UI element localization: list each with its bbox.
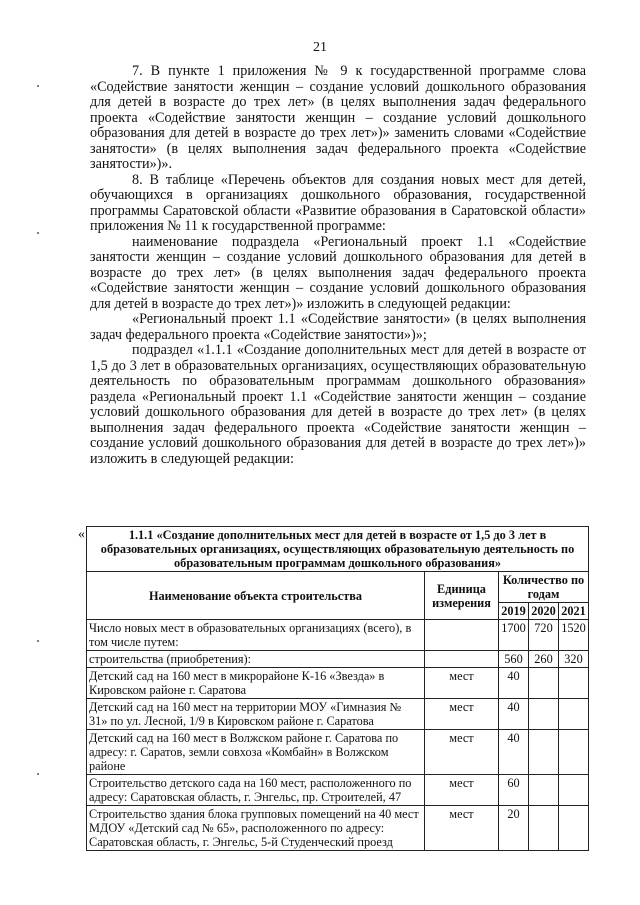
page-number: 21	[313, 40, 327, 55]
scan-speck	[37, 85, 39, 87]
table-row	[87, 668, 589, 699]
paragraph-subsection-1-1-1: подраздел «1.1.1 «Создание дополнительных мест для детей в возрасте от 1,5 до 3 лет в образовательных организациях, осуществляющих образовательную деятельность по образовательным программам дошкольного образования» раздела «Региональный проект 1.1 «Содействие занятости женщин – создание условий дошкольного образования для детей в возрасте до трех лет» (в целях выполнения задач федерального проекта «Содействие занятости женщин – создание условий дошкольного образования для детей в возрасте до трех лет»)» изложить в следующей редакции:	[90, 342, 586, 467]
row-value-2019: 1700	[499, 620, 529, 651]
row-value-2020	[529, 775, 559, 806]
opening-quote: «	[78, 527, 85, 542]
row-value-2021	[559, 668, 589, 699]
row-unit: мест	[425, 775, 499, 806]
row-unit	[425, 651, 499, 668]
row-value-2021	[559, 806, 589, 851]
row-value-2021: 320	[559, 651, 589, 668]
row-name: Детский сад на 160 мест в микрорайоне К-16 «Звезда» в Кировском районе г. Саратова	[87, 668, 425, 699]
header-year-2021: 2021	[559, 603, 589, 620]
row-value-2019: 40	[499, 668, 529, 699]
row-value-2019: 20	[499, 806, 529, 851]
row-name: Детский сад на 160 мест на территории МОУ «Гимназия № 31» по ул. Лесной, 1/9 в Кировском районе г. Саратова	[87, 699, 425, 730]
row-value-2020	[529, 806, 559, 851]
row-value-2020	[529, 699, 559, 730]
row-unit: мест	[425, 730, 499, 775]
row-value-2021	[559, 730, 589, 775]
table-header-row	[87, 572, 589, 603]
paragraph-regional-project: «Региональный проект 1.1 «Содействие занятости» (в целях выполнения задач федерального проекта «Содействие занятости»)»;	[90, 311, 586, 343]
row-value-2021	[559, 775, 589, 806]
paragraph-subsection-name: наименование подраздела «Региональный проект 1.1 «Содействие занятости женщин – создание условий дошкольного образования для детей в возрасте до трех лет» (в целях выполнения задач федерального проекта «Содействие занятости женщин – создание условий дошкольного образования для детей в возрасте до трех лет»)» изложить в следующей редакции:	[90, 233, 586, 312]
row-unit	[425, 620, 499, 651]
row-value-2020: 720	[529, 620, 559, 651]
row-value-2020: 260	[529, 651, 559, 668]
row-value-2019: 560	[499, 651, 529, 668]
table-title: 1.1.1 «Создание дополнительных мест для детей в возрасте от 1,5 до 3 лет в образовательных организациях, осуществляющих образовательную деятельность по образовательным программам дошкольного образования»	[87, 527, 589, 572]
document-body	[90, 64, 586, 467]
header-object-name: Наименование объекта строительства	[87, 572, 425, 620]
table-row	[87, 651, 589, 668]
row-value-2019: 60	[499, 775, 529, 806]
table-title-row	[87, 527, 589, 572]
table-row	[87, 775, 589, 806]
scan-speck	[37, 232, 39, 234]
row-value-2020	[529, 730, 559, 775]
table-row	[87, 620, 589, 651]
row-value-2019: 40	[499, 730, 529, 775]
paragraph-item-7: 7. В пункте 1 приложения № 9 к государственной программе слова «Содействие занятости женщин – создание условий дошкольного образования для детей в возрасте до трех лет» (в целях выполнения задач федерального проекта «Содействие занятости женщин – создание условий дошкольного образования для детей в возрасте до трех лет»)» заменить словами «Содействие занятости» (в целях выполнения задач федерального проекта «Содействие занятости»)».	[90, 63, 586, 172]
header-unit: Единица измерения	[425, 572, 499, 620]
row-name: Детский сад на 160 мест в Волжском районе г. Саратова по адресу: г. Саратов, земли совхоза «Комбайн» в Волжском районе	[87, 730, 425, 775]
row-name: Строительство детского сада на 160 мест, расположенного по адресу: Саратовская область, г. Энгельс, пр. Строителей, 47	[87, 775, 425, 806]
row-name: Строительство здания блока групповых помещений на 40 мест МДОУ «Детский сад № 65», расположенного по адресу: Саратовская область, г. Энгельс, 5-й Студенческий проезд	[87, 806, 425, 851]
header-quantity: Количество по годам	[499, 572, 589, 603]
header-year-2019: 2019	[499, 603, 529, 620]
header-year-2020: 2020	[529, 603, 559, 620]
row-name: строительства (приобретения):	[87, 651, 425, 668]
row-unit: мест	[425, 699, 499, 730]
row-value-2021	[559, 699, 589, 730]
row-value-2019: 40	[499, 699, 529, 730]
objects-table	[86, 526, 589, 851]
table-row	[87, 730, 589, 775]
paragraph-item-8: 8. В таблице «Перечень объектов для создания новых мест для детей, обучающихся в организациях дошкольного образования, государственной программы Саратовской области «Развитие образования в Саратовской области» приложения № 11 к государственной программе:	[90, 171, 586, 234]
row-unit: мест	[425, 806, 499, 851]
row-value-2020	[529, 668, 559, 699]
row-name: Число новых мест в образовательных организациях (всего), в том числе путем:	[87, 620, 425, 651]
row-unit: мест	[425, 668, 499, 699]
scan-speck	[37, 773, 39, 775]
scan-speck	[37, 640, 39, 642]
row-value-2021: 1520	[559, 620, 589, 651]
table-row	[87, 806, 589, 851]
table-row	[87, 699, 589, 730]
